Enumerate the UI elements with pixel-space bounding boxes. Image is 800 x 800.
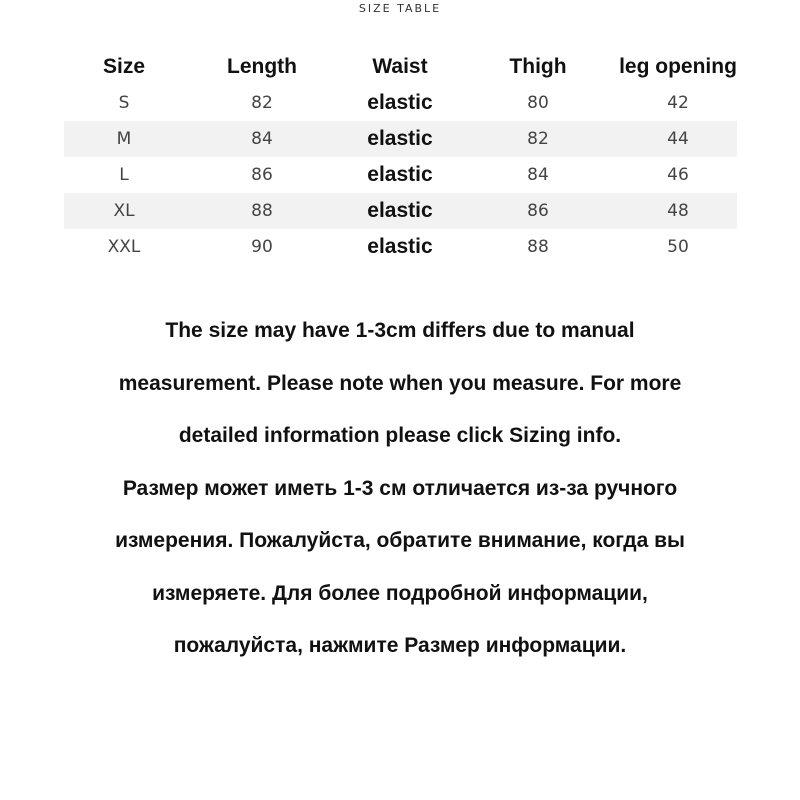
cell-thigh: 88 xyxy=(527,237,549,257)
cell-thigh: 84 xyxy=(527,165,549,185)
size-notes xyxy=(40,305,760,673)
cell-thigh: 86 xyxy=(527,201,549,221)
header-length: Length xyxy=(227,54,297,78)
cell-waist: elastic xyxy=(367,127,433,150)
header-waist: Waist xyxy=(372,54,428,78)
header-thigh: Thigh xyxy=(509,54,567,78)
cell-length: 82 xyxy=(251,93,273,113)
cell-leg-opening: 42 xyxy=(667,93,689,113)
table-row xyxy=(64,121,737,157)
cell-waist: elastic xyxy=(367,235,433,258)
note-line: detailed information please click Sizing info. xyxy=(178,424,622,447)
cell-length: 84 xyxy=(251,129,273,149)
cell-waist: elastic xyxy=(367,199,433,222)
cell-size: M xyxy=(116,129,132,149)
cell-leg-opening: 44 xyxy=(667,129,689,149)
cell-leg-opening: 46 xyxy=(667,165,689,185)
cell-size: S xyxy=(118,93,130,113)
cell-length: 88 xyxy=(251,201,273,221)
table-row xyxy=(64,229,737,265)
cell-size: XL xyxy=(113,201,135,221)
size-table-title: SIZE TABLE xyxy=(358,2,442,15)
cell-waist: elastic xyxy=(367,163,433,186)
cell-thigh: 80 xyxy=(527,93,549,113)
cell-leg-opening: 48 xyxy=(667,201,689,221)
cell-leg-opening: 50 xyxy=(667,237,689,257)
cell-waist: elastic xyxy=(367,91,433,114)
table-row xyxy=(64,85,737,121)
cell-size: L xyxy=(119,165,129,185)
note-line: измерения. Пожалуйста, обратите внимание, когда вы xyxy=(115,529,685,552)
size-table xyxy=(64,48,737,265)
note-line: Размер может иметь 1-3 см отличается из-за ручного xyxy=(122,476,678,500)
table-row xyxy=(64,157,737,193)
cell-size: XXL xyxy=(107,237,141,257)
table-row xyxy=(64,193,737,229)
note-line: The size may have 1-3cm differs due to manual xyxy=(165,319,635,342)
note-line: измеряете. Для более подробной информации, xyxy=(152,581,648,605)
header-leg-opening: leg opening xyxy=(619,54,737,78)
note-line: measurement. Please note when you measure. For more xyxy=(118,371,682,395)
cell-length: 90 xyxy=(251,237,273,257)
header-size: Size xyxy=(102,54,146,78)
cell-length: 86 xyxy=(251,165,273,185)
table-header-row xyxy=(64,48,737,85)
cell-thigh: 82 xyxy=(527,129,549,149)
note-line: пожалуйста, нажмите Размер информации. xyxy=(173,634,627,657)
